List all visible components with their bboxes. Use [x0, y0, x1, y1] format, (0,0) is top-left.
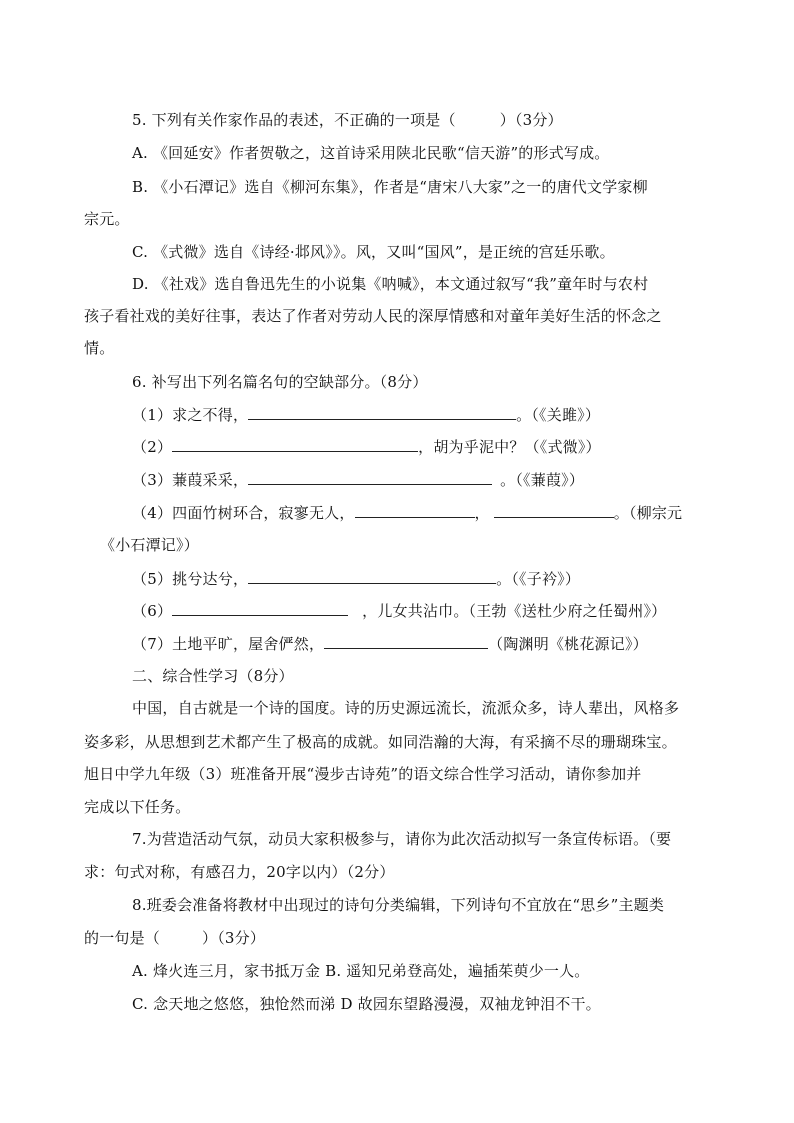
q6-item-4-prefix: （4）四面竹树环合，寂寥无人， [132, 504, 355, 522]
q8-score: ）（3分） [202, 929, 266, 947]
q6-item-2 [132, 436, 601, 457]
q5-stem-text: 5. 下列有关作家作品的表述，不正确的一项是（ [132, 111, 456, 129]
q6-item-4-line2: 《小石潭记》） [100, 536, 199, 554]
q6-item-2-blank[interactable] [172, 436, 418, 452]
q6-item-1 [132, 404, 600, 425]
section-2-paragraph-line4: 完成以下任务。 [84, 798, 191, 816]
section-2-paragraph-line1: 中国，自古就是一个诗的国度。诗的历史源远流长，流派众多，诗人辈出，风格多 [132, 699, 680, 717]
q6-item-5-suffix: 。（《子衿》） [496, 570, 581, 588]
q5-stem [132, 110, 563, 130]
q6-item-3-blank[interactable] [248, 469, 492, 485]
q6-item-4-blank-a[interactable] [355, 502, 475, 518]
q6-item-3-suffix: 。（《蒹葭》） [500, 471, 585, 489]
q6-item-2-prefix: （2） [132, 438, 173, 456]
q6-item-6 [132, 600, 666, 621]
q6-item-5 [132, 568, 580, 589]
q6-item-3-prefix: （3）蒹葭采采， [132, 471, 249, 489]
q7-line2: 求：句式对称，有感召力，20字以内）（2分） [84, 863, 395, 881]
q6-item-1-suffix: 。（《关雎》） [516, 406, 601, 424]
q6-item-5-prefix: （5）挑兮达兮， [132, 570, 249, 588]
q6-item-7-suffix: （陶渊明《桃花源记》） [488, 635, 648, 653]
q5-option-c: C. 《式微》选自《诗经·邶风》》。风，又叫“国风”，是正统的宫廷乐歌。 [132, 243, 615, 261]
q6-item-5-blank[interactable] [248, 568, 496, 584]
q6-item-6-suffix: ，儿女共沾巾。（王勃《送杜少府之任蜀州》） [362, 602, 667, 620]
q6-item-4-blank-b[interactable] [494, 502, 614, 518]
q6-item-3 [132, 469, 584, 490]
q5-option-d-line1: D. 《社戏》选自鲁迅先生的小说集《呐喊》，本文通过叙写“我”童年时与农村 [132, 275, 649, 293]
q5-option-b-line2: 宗元。 [84, 210, 130, 228]
q6-item-1-prefix: （1）求之不得， [132, 406, 249, 424]
q5-option-d-line2: 孩子看社戏的美好往事，表达了作者对劳动人民的深厚情感和对童年美好生活的怀念之 [84, 307, 662, 325]
q8-line2 [84, 928, 265, 948]
q6-item-6-prefix: （6） [132, 602, 173, 620]
q8-line2-text: 的一句是（ [84, 929, 161, 947]
q6-item-6-blank[interactable] [172, 600, 348, 616]
section-2-paragraph-line2: 姿多彩，从思想到艺术都产生了极高的成就。如同浩瀚的大海，有采摘不尽的珊瑚珠宝。 [84, 733, 677, 751]
q8-line1: 8.班委会准备将教材中出现过的诗句分类编辑，下列诗句不宜放在“思乡”主题类 [132, 896, 665, 914]
q5-option-d-line3: 情。 [84, 339, 115, 357]
q5-option-b-line1: B. 《小石潭记》选自《柳河东集》，作者是“唐宋八大家”之一的唐代文学家柳 [132, 178, 648, 196]
section-2-heading: 二、综合性学习（8分） [132, 667, 294, 685]
q6-item-4 [132, 502, 682, 523]
q6-stem: 6. 补写出下列名篇名句的空缺部分。（8分） [132, 373, 428, 391]
q7-line1: 7.为营造活动气氛，动员大家积极参与，请你为此次活动拟写一条宣传标语。（要 [132, 830, 672, 848]
q6-item-4-comma: ， [474, 504, 490, 522]
q6-item-7-prefix: （7）土地平旷，屋舍俨然， [132, 635, 325, 653]
q5-option-a: A. 《回延安》作者贺敬之，这首诗采用陕北民歌“信天游”的形式写成。 [132, 144, 610, 162]
q6-item-7-blank[interactable] [324, 633, 488, 649]
q8-options-cd: C. 念天地之悠悠，独怆然而涕 D 故园东望路漫漫，双袖龙钟泪不干。 [132, 995, 601, 1013]
q8-options-ab: A. 烽火连三月，家书抵万金 B. 遥知兄弟登高处，遍插茱萸少一人。 [132, 962, 590, 980]
q6-item-7 [132, 633, 648, 654]
q5-score: ）（3分） [499, 111, 563, 129]
q6-item-2-suffix: ，胡为乎泥中？（《式微》） [418, 438, 601, 456]
q6-item-4-suffix: 。（柳宗元 [613, 504, 683, 522]
section-2-paragraph-line3: 旭日中学九年级（3）班准备开展“漫步古诗苑”的语文综合性学习活动，请你参加并 [84, 765, 642, 783]
q6-item-1-blank[interactable] [248, 404, 516, 420]
